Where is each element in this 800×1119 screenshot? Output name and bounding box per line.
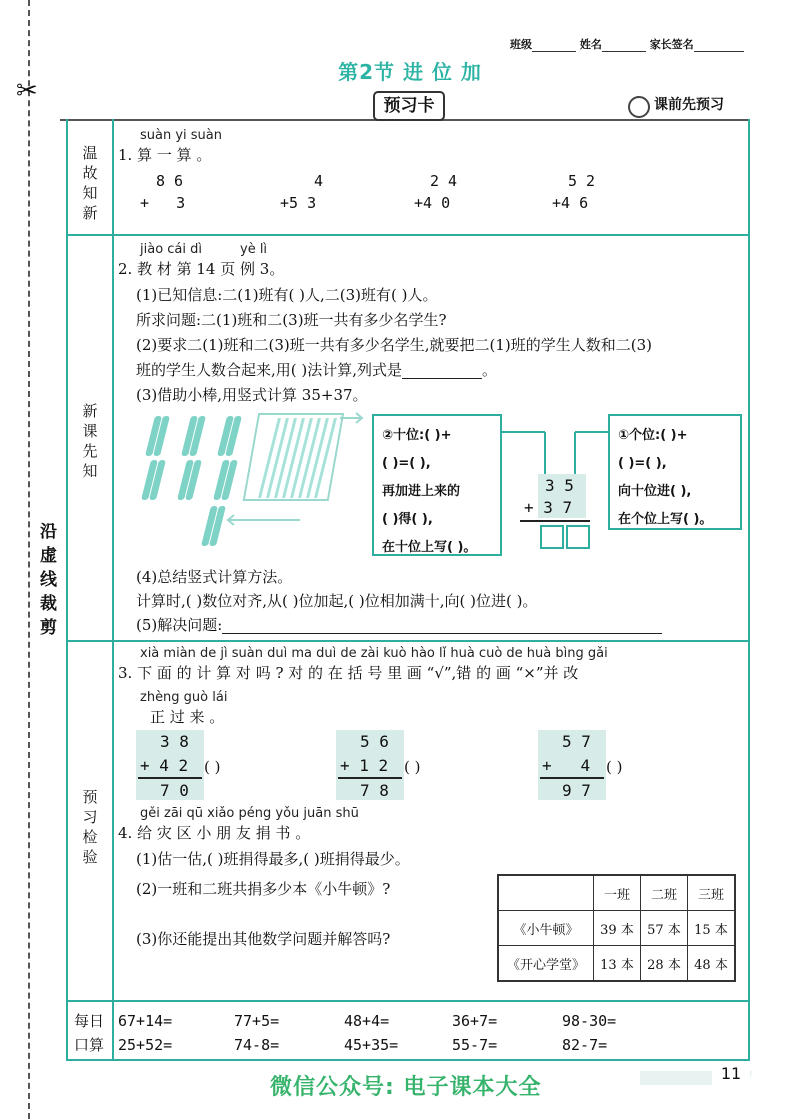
table-cell: 《小牛顿》 — [498, 911, 594, 946]
q3-p1-result: 7 0 — [160, 781, 189, 800]
q3-p2-top: 5 6 — [360, 732, 389, 751]
q1-p3-bottom: +4 0 — [414, 194, 451, 212]
page-number: 11 — [712, 1062, 750, 1086]
ones-line: ①个位:( )+ — [618, 428, 688, 443]
daily-item: 82-7= — [562, 1036, 608, 1054]
q2-p2a: (2)要求二(1)班和二(3)班一共有多少名学生,就要把二(1)班的学生人数和二(3) — [136, 336, 653, 354]
daily-item: 67+14= — [118, 1012, 173, 1030]
footer-brand: 微信公众号: 电子课本大全 — [270, 1075, 542, 1100]
vertical-line — [520, 520, 590, 522]
label-review: 温故知新 — [82, 144, 98, 222]
q1-p1-top: 8 6 — [156, 172, 184, 190]
q3-p1-bottom: + 4 2 — [140, 756, 189, 775]
q3-p2-mark[interactable]: ( ) — [404, 758, 421, 776]
scissors-icon: ✂ — [16, 76, 38, 106]
table-cell: 57 本 — [641, 911, 688, 946]
q3-p2-bottom: + 1 2 — [340, 756, 389, 775]
table-cell: 48 本 — [688, 946, 736, 982]
q3-text2: 正 过 来 。 — [150, 708, 225, 726]
label-check: 预习检验 — [82, 788, 98, 866]
cut-instruction: 沿虚线裁剪 — [40, 522, 57, 638]
label-daily-top: 每日 — [73, 1012, 104, 1030]
tens-line: ( )=( ), — [382, 456, 431, 471]
ones-line: ( )=( ), — [618, 456, 667, 471]
answer-box-tens[interactable] — [540, 525, 564, 549]
table-header-cell: 二班 — [641, 875, 688, 911]
q3-p3-top: 5 7 — [562, 732, 591, 751]
q4-text: 4. 给 灾 区 小 朋 友 捐 书 。 — [118, 824, 311, 842]
section-title: 第2节 进 位 加 — [338, 60, 482, 84]
q1-text: 1. 算 一 算 。 — [118, 146, 212, 164]
q1-p1-bottom: + 3 — [140, 194, 186, 212]
q3-text: 3. 下 面 的 计 算 对 吗 ? 对 的 在 括 号 里 画 “√”,错 的 画 “×”并 改 — [118, 664, 579, 682]
table-header-row — [498, 875, 735, 911]
table-row — [498, 946, 735, 982]
tens-line: 再加进上来的 — [382, 484, 461, 499]
tens-explanation-box — [372, 414, 502, 556]
tens-line: ②十位:( )+ — [382, 428, 452, 443]
q2-p4b: 计算时,( )数位对齐,从( )位加起,( )位相加满十,向( )位进( )。 — [136, 592, 538, 610]
q1-pinyin: suàn yi suàn — [140, 128, 223, 143]
q2-p3: (3)借助小棒,用竖式计算 35+37。 — [136, 386, 368, 404]
table-header-cell: 一班 — [594, 875, 641, 911]
q4-p3: (3)你还能提出其他数学问题并解答吗? — [136, 930, 391, 948]
q2-p2b-text: 班的学生人数合起来,用( )法计算,列式是 — [136, 361, 403, 379]
vertical-bottom: + 3 7 — [524, 498, 573, 517]
solve-blank[interactable] — [222, 619, 662, 634]
daily-item: 25+52= — [118, 1036, 173, 1054]
table-cell: 15 本 — [688, 911, 736, 946]
q3-p1-line — [138, 777, 202, 779]
q3-p3-bottom: + 4 — [542, 756, 591, 775]
q3-p2-result: 7 8 — [360, 781, 389, 800]
table-row — [498, 911, 735, 946]
q1-p4-bottom: +4 6 — [552, 194, 589, 212]
card-title: 预习卡 — [373, 91, 445, 121]
q2-p2b-end: 。 — [482, 361, 498, 379]
q4-p1: (1)估一估,( )班捐得最多,( )班捐得最少。 — [136, 850, 410, 868]
q4-pinyin: gěi zāi qū xiǎo péng yǒu juān shū — [140, 806, 359, 821]
daily-item: 77+5= — [234, 1012, 280, 1030]
books-table — [497, 874, 736, 982]
table-cell: 13 本 — [594, 946, 641, 982]
tens-line: 在十位上写( )。 — [382, 540, 477, 555]
q3-pinyin: xià miàn de jì suàn duì ma duì de zài kuò hào lǐ huà cuò de huà bìng gǎi — [140, 646, 608, 661]
q3-p3-line — [540, 777, 604, 779]
q2-pinyin-b: yè lì — [240, 242, 268, 257]
tens-line: ( )得( ), — [382, 512, 433, 527]
table-cell: 39 本 — [594, 911, 641, 946]
q3-p1-top: 3 8 — [160, 732, 189, 751]
ones-explanation-box — [608, 414, 742, 530]
ones-line: 向十位进( ), — [618, 484, 692, 499]
parent-label: 家长签名 — [649, 38, 694, 51]
q3-pinyin2: zhèng guò lái — [140, 690, 228, 705]
daily-item: 36+7= — [452, 1012, 498, 1030]
name-label: 姓名 — [579, 38, 602, 51]
ones-line: 在个位上写( )。 — [618, 512, 713, 527]
q4-p2: (2)一班和二班共捐多少本《小牛顿》? — [136, 880, 391, 898]
q1-p3-top: 2 4 — [430, 172, 458, 190]
q3-p3-result: 9 7 — [562, 781, 591, 800]
q1-p2-bottom: +5 3 — [280, 194, 317, 212]
q1-p4-top: 5 2 — [568, 172, 596, 190]
daily-item: 74-8= — [234, 1036, 280, 1054]
q2-pinyin-a: jiào cái dì — [140, 242, 202, 257]
daily-item: 98-30= — [562, 1012, 617, 1030]
table-header-cell — [498, 875, 594, 911]
label-daily-bottom: 口算 — [73, 1036, 104, 1054]
q1-p2-top: 4 — [296, 172, 324, 190]
q2-p4: (4)总结竖式计算方法。 — [136, 568, 293, 586]
q3-p2-line — [338, 777, 402, 779]
table-cell: 《开心学堂》 — [498, 946, 594, 982]
q2-p1b: 所求问题:二(1)班和二(3)班一共有多少名学生? — [136, 311, 447, 329]
q2-p1: (1)已知信息:二(1)班有( )人,二(3)班有( )人。 — [136, 286, 438, 304]
table-cell: 28 本 — [641, 946, 688, 982]
label-new: 新课先知 — [82, 402, 98, 480]
daily-item: 45+35= — [344, 1036, 399, 1054]
q2-p5 — [136, 616, 662, 634]
q3-p1-mark[interactable]: ( ) — [204, 758, 221, 776]
q2-text: 2. 教 材 第 14 页 例 3。 — [118, 260, 285, 278]
vertical-top: 3 5 — [545, 476, 574, 495]
table-header-cell: 三班 — [688, 875, 736, 911]
daily-item: 48+4= — [344, 1012, 390, 1030]
preview-tag: 课前先预习 — [654, 97, 724, 113]
class-label: 班级 — [510, 38, 532, 51]
daily-item: 55-7= — [452, 1036, 498, 1054]
q3-p3-mark[interactable]: ( ) — [606, 758, 623, 776]
answer-box-ones[interactable] — [566, 525, 590, 549]
q2-p5-text: (5)解决问题: — [136, 616, 223, 634]
